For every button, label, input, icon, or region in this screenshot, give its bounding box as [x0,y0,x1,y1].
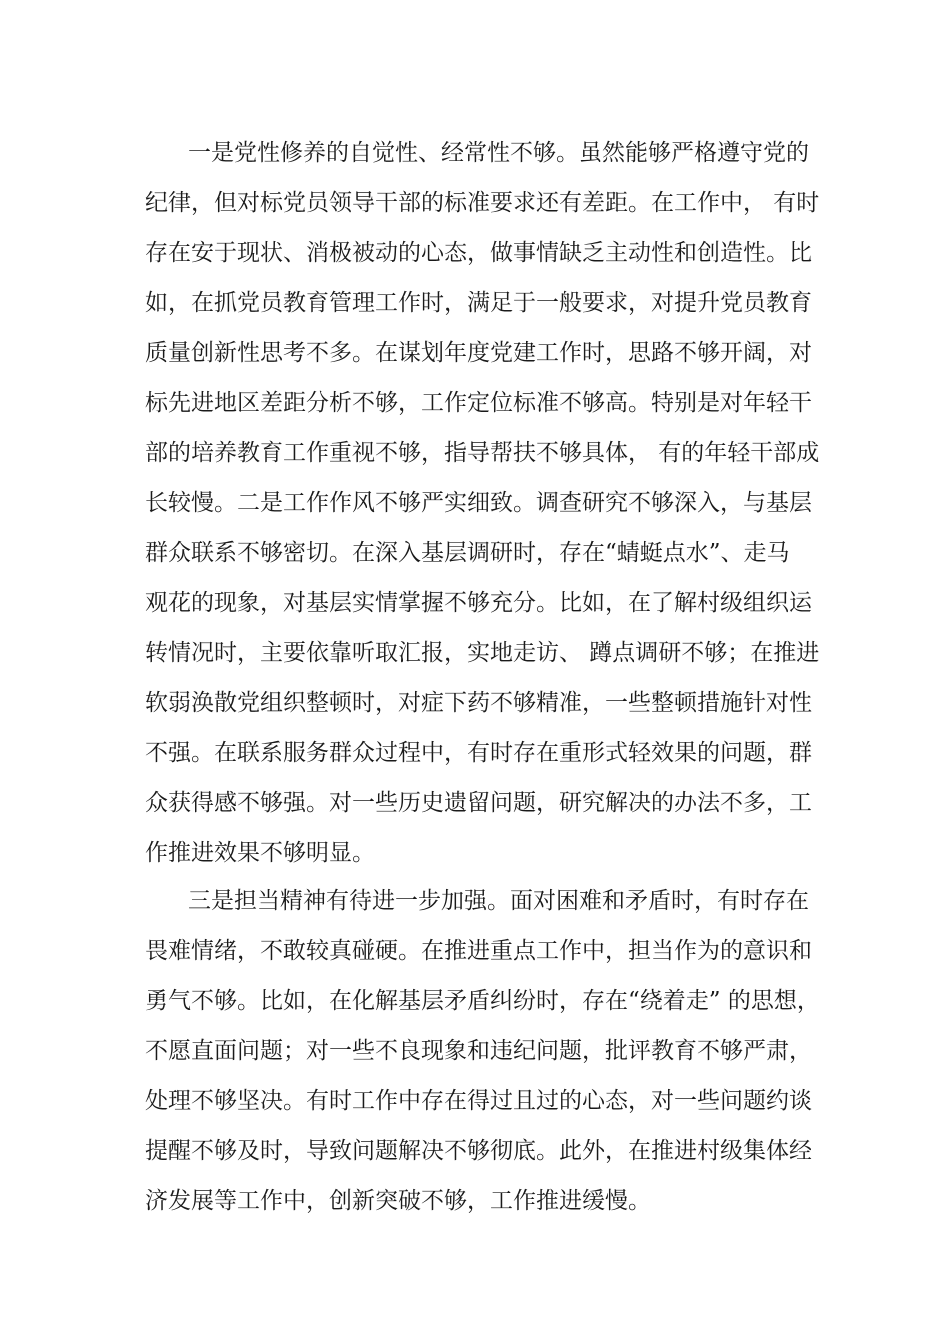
text-line: 部的培养教育工作重视不够，指导帮扶不够具体， 有的年轻干部成 [145,440,820,466]
text-line: 标先进地区差距分析不够，工作定位标准不够高。特别是对年轻干 [145,390,812,416]
text-line: 一是党性修养的自觉性、经常性不够。虽然能够严格遵守党的 [188,140,809,166]
text-line: 处理不够坚决。有时工作中存在得过且过的心态，对一些问题约谈 [145,1088,812,1114]
text-line: 群众联系不够密切。在深入基层调研时，存在“蜻蜓点水”、走马 [145,540,790,566]
text-line: 济发展等工作中，创新突破不够，工作推进缓慢。 [145,1188,651,1214]
text-line: 勇气不够。比如，在化解基层矛盾纠纷时，存在“绕着走” 的思想， [145,988,820,1014]
text-line: 作推进效果不够明显。 [145,840,375,866]
text-line: 不愿直面问题；对一些不良现象和违纪问题，批评教育不够严肃， [145,1038,812,1064]
text-line: 观花的现象，对基层实情掌握不够充分。比如，在了解村级组织运 [145,590,812,616]
text-line: 纪律，但对标党员领导干部的标准要求还有差距。在工作中， 有时 [145,190,820,216]
text-line: 存在安于现状、消极被动的心态，做事情缺乏主动性和创造性。比 [145,240,812,266]
text-line: 转情况时，主要依靠听取汇报，实地走访、 蹲点调研不够；在推进 [145,640,820,666]
text-line: 软弱涣散党组织整顿时，对症下药不够精准，一些整顿措施针对性 [145,690,812,716]
text-line: 三是担当精神有待进一步加强。面对困难和矛盾时，有时存在 [188,888,809,914]
text-line: 长较慢。二是工作作风不够严实细致。调查研究不够深入，与基层 [145,490,812,516]
text-line: 提醒不够及时，导致问题解决不够彻底。此外，在推进村级集体经 [145,1138,812,1164]
text-line: 不强。在联系服务群众过程中，有时存在重形式轻效果的问题，群 [145,740,812,766]
text-line: 畏难情绪，不敢较真碰硬。在推进重点工作中，担当作为的意识和 [145,938,812,964]
text-line: 质量创新性思考不多。在谋划年度党建工作时，思路不够开阔，对 [145,340,812,366]
text-line: 如，在抓党员教育管理工作时，满足于一般要求，对提升党员教育 [145,290,812,316]
text-line: 众获得感不够强。对一些历史遗留问题，研究解决的办法不多，工 [145,790,812,816]
